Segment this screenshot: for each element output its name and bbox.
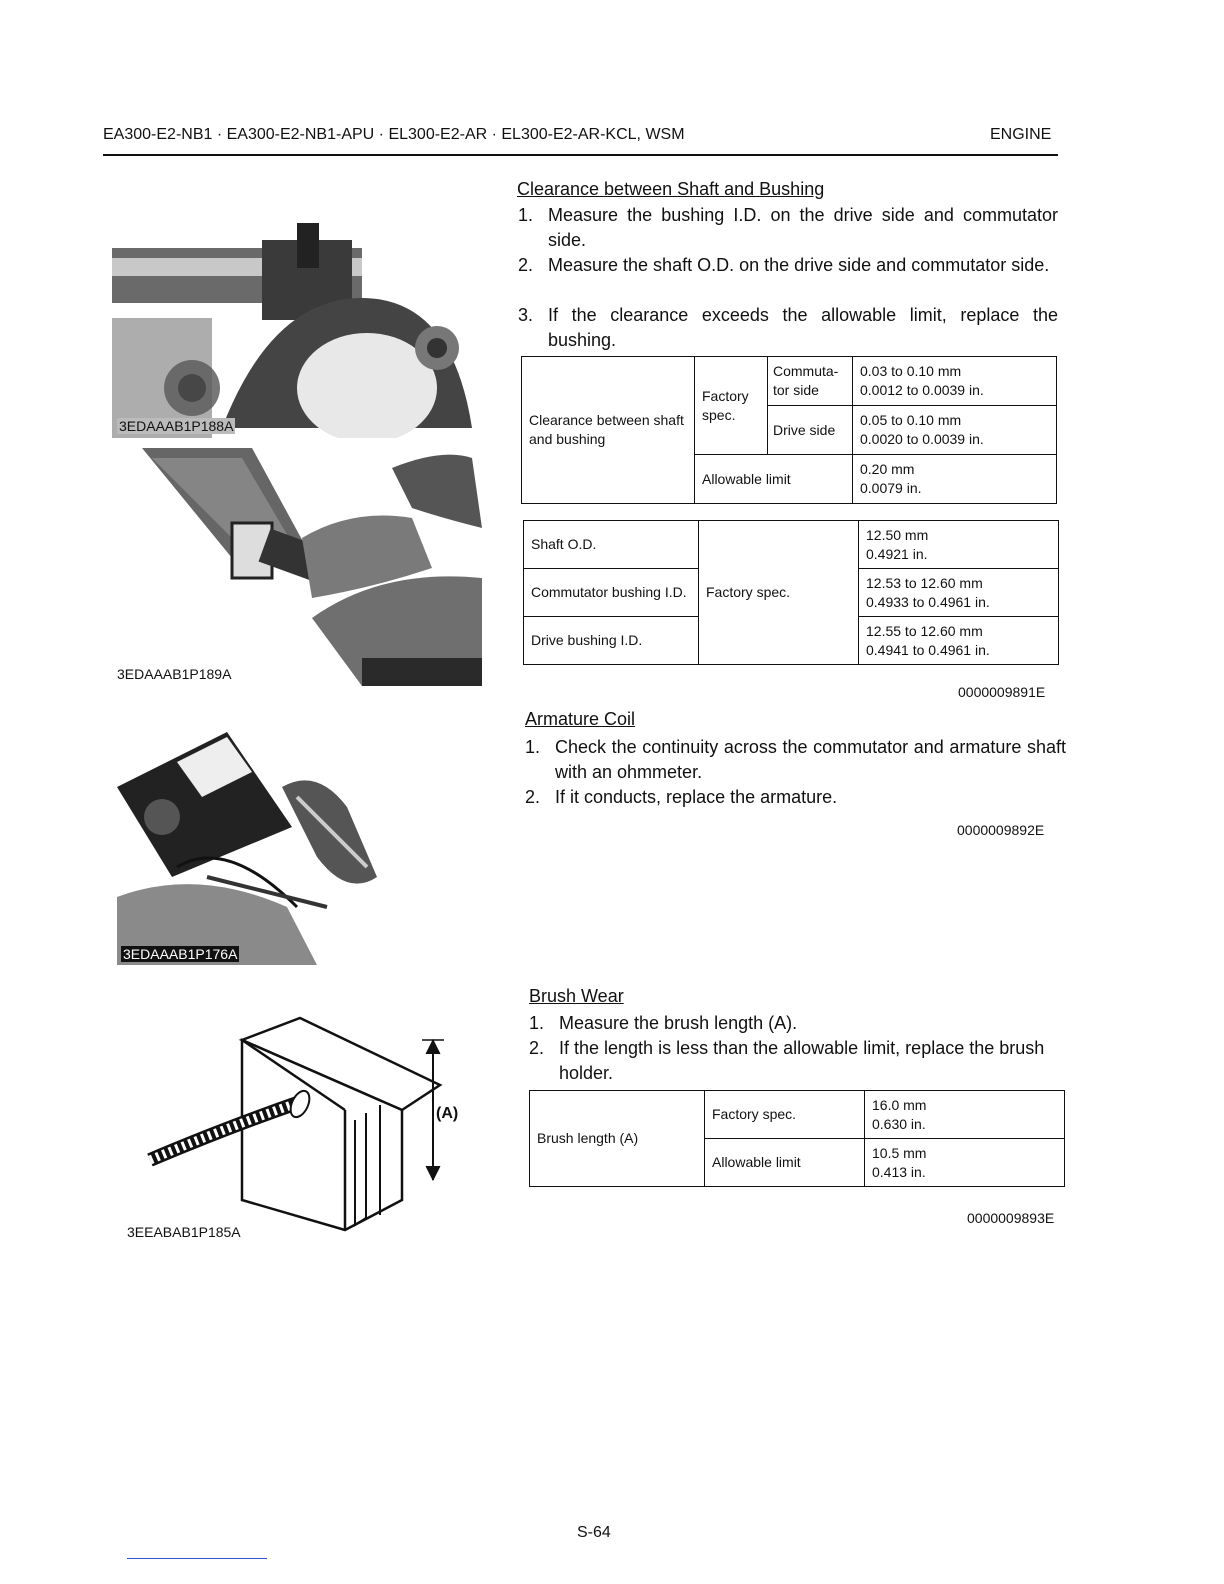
armature-doc-id: 0000009892E bbox=[957, 822, 1045, 838]
commutator-value-cell bbox=[853, 357, 1057, 406]
fig4-caption: 3EEABAB1P185A bbox=[127, 1224, 241, 1240]
fig1-caption: 3EDAAAB1P188A bbox=[119, 418, 234, 434]
allowable-limit-cell: Allowable limit bbox=[705, 1139, 865, 1187]
value-in: 0.0020 to 0.0039 in. bbox=[860, 431, 984, 447]
step-number: 2. bbox=[525, 787, 541, 807]
value-in: 0.413 in. bbox=[872, 1163, 926, 1180]
clearance-doc-id: 0000009891E bbox=[958, 684, 1046, 700]
step-number: 2. bbox=[518, 255, 534, 275]
factory-value-cell bbox=[865, 1091, 1065, 1139]
value-in: 0.4933 to 0.4961 in. bbox=[866, 593, 990, 610]
fig4-dimension-label: (A) bbox=[436, 1105, 459, 1122]
armature-title: Armature Coil bbox=[525, 709, 636, 729]
clearance-title: Clearance between Shaft and Bushing bbox=[517, 179, 825, 199]
header-section: ENGINE bbox=[990, 126, 1052, 143]
bushing-spec-table bbox=[523, 520, 1059, 665]
value-in: 0.630 in. bbox=[872, 1115, 926, 1132]
step-number: 1. bbox=[518, 205, 534, 225]
step-text: If it conducts, replace the armature. bbox=[555, 787, 838, 807]
value-mm: 12.50 mm bbox=[866, 526, 929, 543]
brush-diagram bbox=[140, 1010, 480, 1235]
armature-step-2 bbox=[525, 785, 1066, 810]
value-cell bbox=[859, 521, 1059, 569]
brush-doc-id: 0000009893E bbox=[967, 1210, 1055, 1226]
brush-step-2 bbox=[529, 1036, 1070, 1086]
page-number: S-64 bbox=[577, 1524, 611, 1541]
value-mm: 12.55 to 12.60 mm bbox=[866, 622, 983, 639]
value-mm: 0.05 to 0.10 mm bbox=[860, 412, 962, 428]
value-in: 0.0012 to 0.0039 in. bbox=[860, 382, 984, 398]
figure-brush-diagram bbox=[140, 1010, 480, 1235]
brush-spec-table bbox=[529, 1090, 1065, 1187]
ohmmeter-image bbox=[117, 727, 387, 965]
value-mm: 12.53 to 12.60 mm bbox=[866, 574, 983, 591]
figure-ohmmeter-test bbox=[117, 727, 387, 965]
header-models: EA300-E2-NB1 · EA300-E2-NB1-APU · EL300-E2-AR · EL300-E2-AR-KCL, WSM bbox=[103, 126, 685, 143]
factory-spec-cell: Factory spec. bbox=[705, 1091, 865, 1139]
value-in: 0.4941 to 0.4961 in. bbox=[866, 641, 990, 658]
value-mm: 16.0 mm bbox=[872, 1096, 927, 1113]
shaft-measure-image bbox=[112, 448, 482, 686]
factory-spec-cell: Factory spec. bbox=[695, 357, 768, 455]
armature-step-1 bbox=[525, 735, 1066, 785]
clearance-step-2 bbox=[518, 253, 1058, 303]
value-mm: 10.5 mm bbox=[872, 1144, 927, 1161]
bushing-measure-image bbox=[112, 218, 482, 438]
drive-value-cell bbox=[853, 406, 1057, 455]
table-item-cell: Brush length (A) bbox=[530, 1091, 705, 1187]
value-mm: 0.03 to 0.10 mm bbox=[860, 363, 962, 379]
step-number: 1. bbox=[529, 1013, 545, 1033]
table-item-cell: Shaft O.D. bbox=[524, 521, 699, 569]
figure-bushing-measure bbox=[112, 218, 482, 438]
step-number: 1. bbox=[525, 737, 541, 757]
limit-value-cell bbox=[865, 1139, 1065, 1187]
commutator-side-cell: Commuta- tor side bbox=[768, 357, 853, 406]
table-item-cell: Drive bushing I.D. bbox=[524, 617, 699, 665]
value-mm: 0.20 mm bbox=[860, 461, 915, 477]
brush-title: Brush Wear bbox=[529, 986, 624, 1006]
factory-spec-cell: Factory spec. bbox=[699, 521, 859, 665]
clearance-step-1 bbox=[518, 203, 1058, 253]
header-divider bbox=[103, 154, 1058, 156]
table-item-cell: Commutator bushing I.D. bbox=[524, 569, 699, 617]
step-number: 3. bbox=[518, 305, 534, 325]
drive-side-cell: Drive side bbox=[768, 406, 853, 455]
fig3-caption: 3EDAAAB1P176A bbox=[123, 946, 238, 962]
value-in: 0.0079 in. bbox=[860, 480, 922, 496]
step-text: Measure the brush length (A). bbox=[559, 1013, 798, 1033]
fig2-caption: 3EDAAAB1P189A bbox=[117, 666, 232, 682]
allowable-limit-cell: Allowable limit bbox=[695, 455, 853, 504]
clearance-spec-table bbox=[521, 356, 1057, 504]
step-text: Check the continuity across the commutator and armature shaft with an ohmmeter. bbox=[555, 737, 1066, 782]
value-cell bbox=[859, 569, 1059, 617]
footer-rule bbox=[127, 1558, 267, 1559]
figure-shaft-measure bbox=[112, 448, 482, 686]
clearance-step-3 bbox=[518, 303, 1058, 353]
value-in: 0.4921 in. bbox=[866, 545, 928, 562]
table-item-cell: Clearance between shaft and bushing bbox=[522, 357, 695, 504]
limit-value-cell bbox=[853, 455, 1057, 504]
brush-step-1 bbox=[529, 1011, 1070, 1036]
value-cell bbox=[859, 617, 1059, 665]
step-text: If the length is less than the allowable limit, replace the brush holder. bbox=[559, 1038, 1045, 1083]
step-text: Measure the bushing I.D. on the drive side and commutator side. bbox=[548, 205, 1058, 250]
step-text: Measure the shaft O.D. on the drive side and commutator side. bbox=[548, 255, 1050, 275]
step-text: If the clearance exceeds the allowable limit, replace the bushing. bbox=[548, 305, 1058, 350]
step-number: 2. bbox=[529, 1038, 545, 1058]
